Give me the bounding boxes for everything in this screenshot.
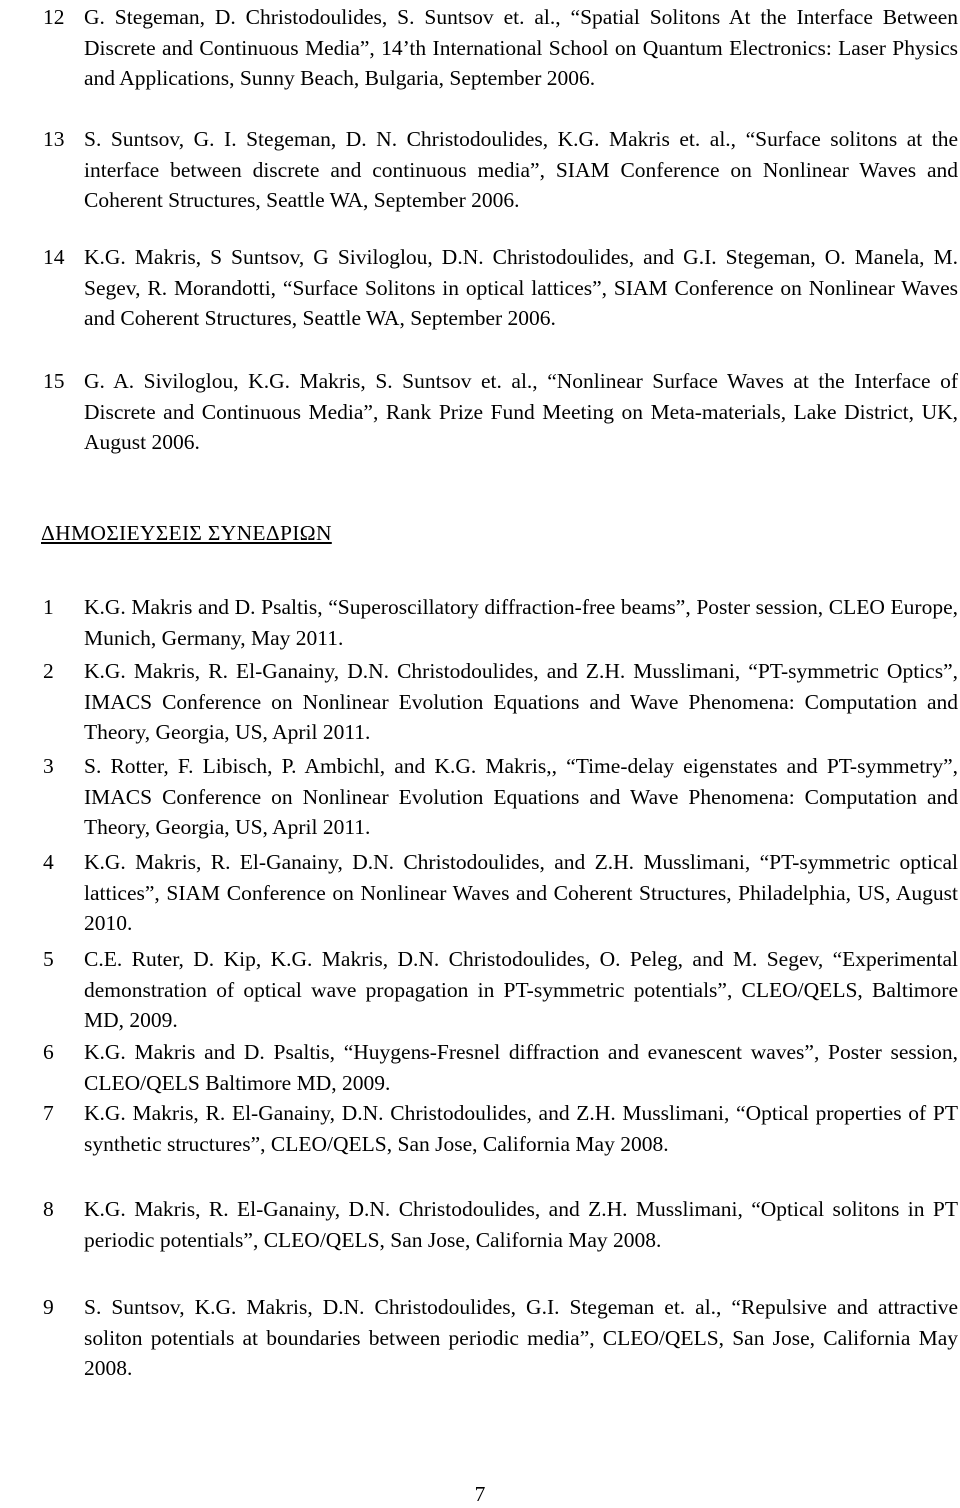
- entry-text: K.G. Makris, R. El-Ganainy, D.N. Christodoulides, and Z.H. Musslimani, “PT-symmetric optical lattices”, SIAM Conference on Nonlinear Waves and Coherent Structures, Philadelphia, US, August 2010.: [84, 850, 958, 936]
- entry-text: S. Suntsov, K.G. Makris, D.N. Christodoulides, G.I. Stegeman et. al., “Repulsive and attractive soliton potentials at boundaries between periodic media”, CLEO/QELS, San Jose, California May 2008.: [84, 1295, 958, 1381]
- entry-text: S. Rotter, F. Libisch, P. Ambichl, and K.G. Makris,, “Time-delay eigenstates and PT-symmetry”, IMACS Conference on Nonlinear Evolution Equations and Wave Phenomena: Computation and Theory, Georgia, US, April 2011.: [84, 754, 958, 840]
- entry-number: 9: [43, 1295, 54, 1319]
- entry-number: 15: [43, 369, 65, 393]
- entry-number: 1: [43, 595, 54, 619]
- entry-number: 13: [43, 127, 65, 151]
- entry-text: K.G. Makris and D. Psaltis, “Superoscillatory diffraction-free beams”, Poster session, CLEO Europe, Munich, Germany, May 2011.: [84, 595, 958, 650]
- entry-text: G. Stegeman, D. Christodoulides, S. Suntsov et. al., “Spatial Solitons At the Interface Between Discrete and Continuous Media”, 14’th International School on Quantum Electronics: Laser Physics and Applications, Sunny Beach, Bulgaria, September 2006.: [84, 5, 958, 91]
- entry-text: K.G. Makris, R. El-Ganainy, D.N. Christodoulides, and Z.H. Musslimani, “Optical properties of PT synthetic structures”, CLEO/QELS, San Jose, California May 2008.: [84, 1101, 958, 1156]
- section-heading: ΔΗΜΟΣΙΕΥΣΕΙΣ ΣΥΝΕΔΡΙΩΝ: [41, 521, 332, 545]
- entry-text: K.G. Makris and D. Psaltis, “Huygens-Fresnel diffraction and evanescent waves”, Poster session, CLEO/QELS Baltimore MD, 2009.: [84, 1040, 958, 1095]
- entry-text: C.E. Ruter, D. Kip, K.G. Makris, D.N. Christodoulides, O. Peleg, and M. Segev, “Experimental demonstration of optical wave propagation in PT-symmetric potentials”, CLEO/QELS, Baltimore MD, 2009.: [84, 947, 958, 1033]
- entry-number: 12: [43, 5, 65, 29]
- entry-text: S. Suntsov, G. I. Stegeman, D. N. Christodoulides, K.G. Makris et. al., “Surface solitons at the interface between discrete and continuous media”, SIAM Conference on Nonlinear Waves and Coherent Structures, Seattle WA, September 2006.: [84, 127, 958, 213]
- entry-number: 3: [43, 754, 54, 778]
- entry-text: K.G. Makris, R. El-Ganainy, D.N. Christodoulides, and Z.H. Musslimani, “PT-symmetric Optics”, IMACS Conference on Nonlinear Evolution Equations and Wave Phenomena: Computation and Theory, Georgia, US, April 2011.: [84, 659, 958, 745]
- entry-number: 8: [43, 1197, 54, 1221]
- entry-number: 5: [43, 947, 54, 971]
- entry-number: 4: [43, 850, 54, 874]
- entry-number: 14: [43, 245, 65, 269]
- entry-text: K.G. Makris, S Suntsov, G Siviloglou, D.N. Christodoulides, and G.I. Stegeman, O. Manela, M. Segev, R. Morandotti, “Surface Solitons in optical lattices”, SIAM Conference on Nonlinear Waves and Coherent Structures, Seattle WA, September 2006.: [84, 245, 958, 331]
- entry-number: 2: [43, 659, 54, 683]
- entry-number: 6: [43, 1040, 54, 1064]
- entry-text: G. A. Siviloglou, K.G. Makris, S. Suntsov et. al., “Nonlinear Surface Waves at the Interface of Discrete and Continuous Media”, Rank Prize Fund Meeting on Meta-materials, Lake District, UK, August 2006.: [84, 369, 958, 455]
- entry-number: 7: [43, 1101, 54, 1125]
- entry-text: K.G. Makris, R. El-Ganainy, D.N. Christodoulides, and Z.H. Musslimani, “Optical solitons in PT periodic potentials”, CLEO/QELS, San Jose, California May 2008.: [84, 1197, 958, 1252]
- page-number: 7: [474, 1482, 486, 1506]
